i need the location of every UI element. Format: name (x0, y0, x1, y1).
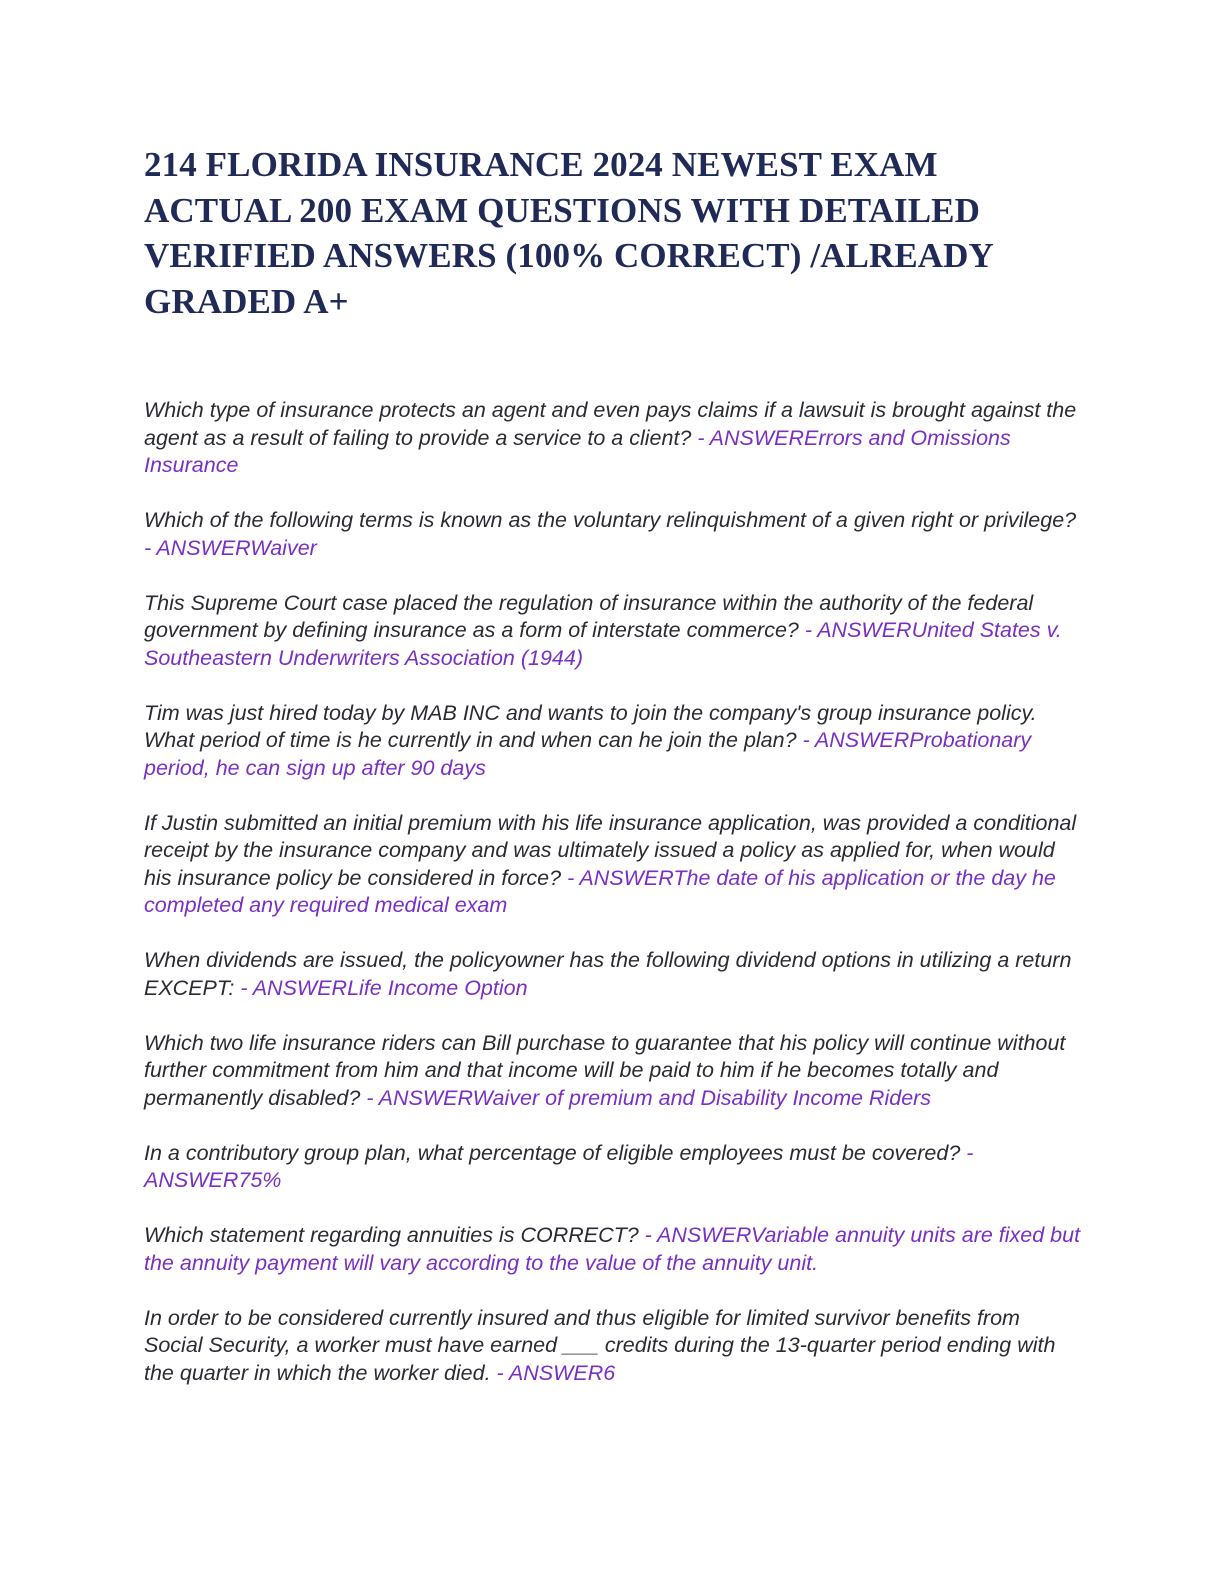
question-text: Which type of insurance protects an agent and even pays claims if a lawsuit is brought against the agent as a result of failing to provide a service to a client? (144, 398, 1077, 450)
qa-item (144, 1140, 1084, 1195)
question-text: Tim was just hired today by MAB INC and wants to join the company's group insurance policy. What period of time is he currently in and when can he join the plan? (144, 700, 1037, 752)
answer-text: - ANSWERWaiver (144, 535, 317, 560)
qa-item (144, 700, 1084, 783)
answer-text: - ANSWER6 (490, 1360, 616, 1385)
answer-text: - ANSWERErrors and Omissions Insurance (144, 425, 1011, 477)
question-text: Which statement regarding annuities is CORRECT? (144, 1223, 639, 1247)
qa-item (144, 1305, 1084, 1388)
answer-text: - ANSWER75% (144, 1140, 974, 1192)
answer-text: - ANSWERLife Income Option (234, 975, 528, 1000)
answer-text: - ANSWERUnited States v. Southeastern Underwriters Association (1944) (144, 618, 1062, 670)
question-text: When dividends are issued, the policyowner has the following dividend options in utilizing a return EXCEPT: (144, 948, 1072, 1000)
qa-item (144, 507, 1084, 562)
qa-item (144, 810, 1084, 920)
document-title: 214 FLORIDA INSURANCE 2024 NEWEST EXAM ACTUAL 200 EXAM QUESTIONS WITH DETAILED VERIFIED ANSWERS (100% CORRECT) /ALREADY GRADED A+ (144, 145, 993, 321)
qa-item (144, 947, 1084, 1002)
question-text: Which two life insurance riders can Bill purchase to guarantee that his policy will continue without further commitment from him and that income will be paid to him if he becomes totally and permanently disabled? (144, 1030, 1066, 1110)
qa-item (144, 397, 1084, 480)
question-text: In a contributory group plan, what percentage of eligible employees must be covered? (144, 1140, 961, 1165)
answer-text: - ANSWERProbationary period, he can sign up after 90 days (144, 728, 1032, 780)
question-text: This Supreme Court case placed the regulation of insurance within the authority of the federal government by defining insurance as a form of interstate commerce? (144, 590, 1034, 642)
question-text: In order to be considered currently insured and thus eligible for limited survivor benefits from Social Security, a worker must have earned ___ credits during the 13-quarter period ending with the quarter in which the worker died. (144, 1305, 1056, 1385)
question-text: If Justin submitted an initial premium with his life insurance application, was provided a conditional receipt by the insurance company and was ultimately issued a policy as applied for, when would his insurance policy be considered in force? (144, 810, 1077, 890)
qa-item (144, 590, 1084, 673)
qa-list (144, 397, 1084, 1415)
question-text: Which of the following terms is known as the voluntary relinquishment of a given right or privilege? (144, 508, 1077, 532)
answer-text: - ANSWERThe date of his application or the day he completed any required medical exam (144, 865, 1056, 917)
qa-item (144, 1222, 1084, 1277)
qa-item (144, 1030, 1084, 1113)
answer-text: - ANSWERVariable annuity units are fixed but the annuity payment will vary according to the value of the annuity unit. (144, 1223, 1081, 1275)
answer-text: - ANSWERWaiver of premium and Disability Income Riders (360, 1085, 932, 1110)
